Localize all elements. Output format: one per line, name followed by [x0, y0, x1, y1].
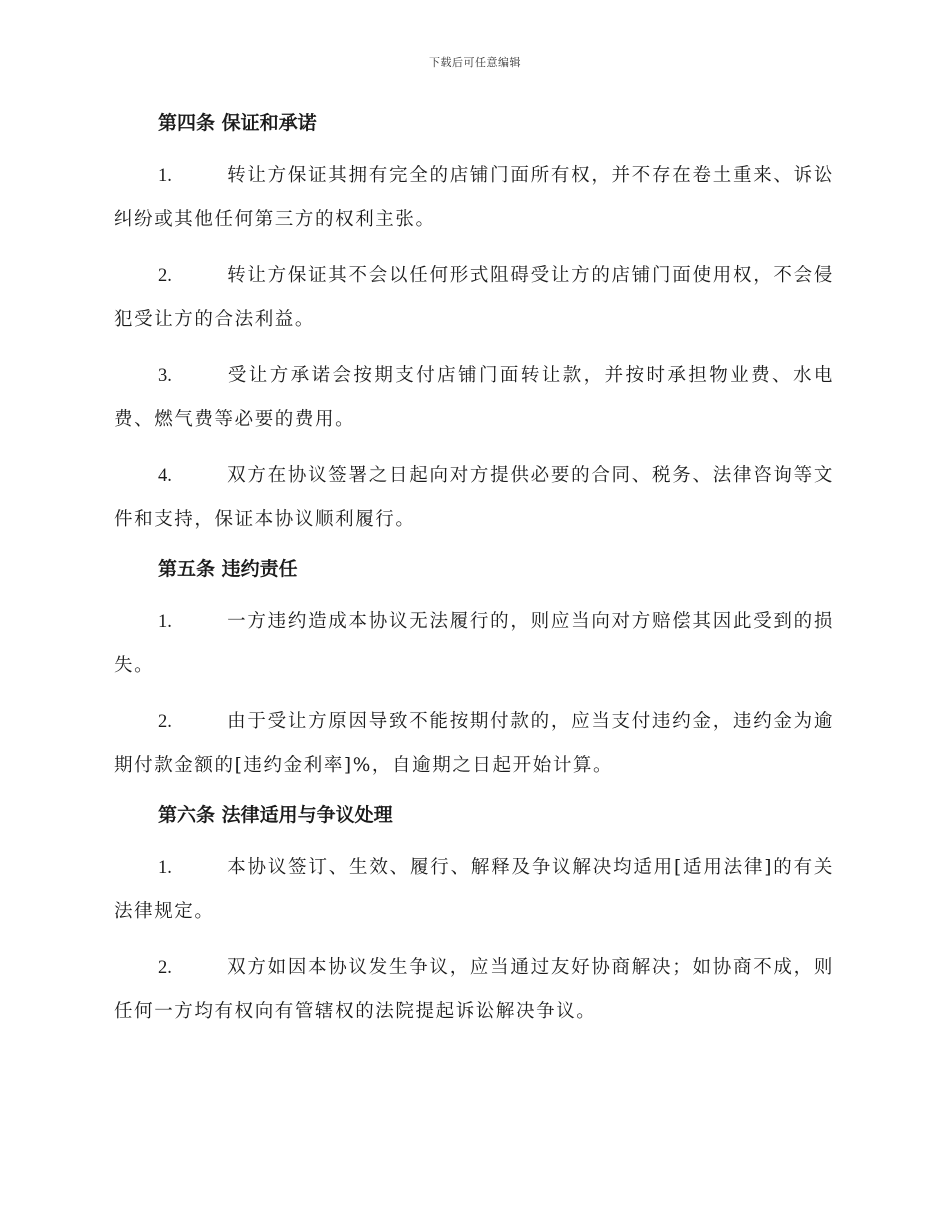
clause-text: 本协议签订、生效、履行、解释及争议解决均适用[适用法律]的有关法律规定。: [114, 857, 834, 922]
clause-number: 4.: [158, 466, 172, 486]
clause-4-2: [114, 254, 834, 342]
header-note: 下载后可任意编辑: [429, 56, 521, 69]
clause-number: 2.: [158, 958, 172, 978]
clause-number: 3.: [158, 366, 172, 386]
clause-text: 转让方保证其拥有完全的店铺门面所有权，并不存在卷土重来、诉讼纠纷或其他任何第三方的权利主张。: [114, 165, 834, 230]
clause-4-4: [114, 454, 834, 542]
clause-text: 双方如因本协议发生争议，应当通过友好协商解决；如协商不成，则任何一方均有权向有管辖权的法院提起诉讼解决争议。: [114, 957, 834, 1022]
clause-number: 1.: [158, 612, 172, 632]
clause-text: 由于受让方原因导致不能按期付款的，应当支付违约金，违约金为逾期付款金额的[违约金利率]%，自逾期之日起开始计算。: [114, 711, 834, 776]
clause-number: 1.: [158, 166, 172, 186]
clause-6-2: [114, 946, 834, 1034]
clause-text: 一方违约造成本协议无法履行的，则应当向对方赔偿其因此受到的损失。: [114, 611, 834, 676]
clause-text: 受让方承诺会按期支付店铺门面转让款，并按时承担物业费、水电费、燃气费等必要的费用。: [114, 365, 834, 430]
clause-6-1: [114, 846, 834, 934]
section-title-4: 第四条 保证和承诺: [158, 112, 317, 134]
clause-number: 2.: [158, 266, 172, 286]
clause-5-1: [114, 600, 834, 688]
document-body: [114, 108, 834, 1034]
clause-number: 2.: [158, 712, 172, 732]
clause-4-1: [114, 154, 834, 242]
clause-text: 转让方保证其不会以任何形式阻碍受让方的店铺门面使用权，不会侵犯受让方的合法利益。: [114, 265, 834, 330]
clause-text: 双方在协议签署之日起向对方提供必要的合同、税务、法律咨询等文件和支持，保证本协议顺利履行。: [114, 465, 834, 530]
clause-4-3: [114, 354, 834, 442]
clause-5-2: [114, 700, 834, 788]
section-title-5: 第五条 违约责任: [158, 558, 298, 580]
clause-number: 1.: [158, 858, 172, 878]
section-title-6: 第六条 法律适用与争议处理: [158, 804, 393, 826]
